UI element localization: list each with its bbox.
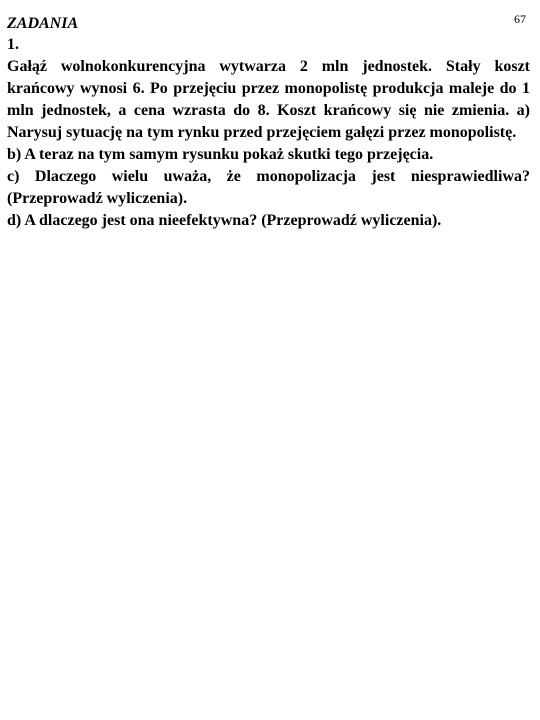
task-part-d: d) A dlaczego jest ona nieefektywna? (Przeprowadź wyliczenia). [7,212,442,229]
task-part-b: b) A teraz na tym samym rysunku pokaż skutki tego przejęcia. [7,146,434,163]
task-intro-paragraph: Gałąź wolnokonkurencyjna wytwarza 2 mln jednostek. Stały koszt krańcowy wynosi 6. Po przejęciu przez monopolistę produkcja maleje do 1 mln jednostek, a cena wzrasta do 8. Koszt krańcowy się nie zmienia. a) Narysuj sytuację na tym rynku przed przejęciem gałęzi przez monopolistę. [7,58,530,141]
task-content [7,34,530,232]
section-heading: ZADANIA [7,15,79,32]
task-part-c: c) Dlaczego wielu uważa, że monopolizacja jest niesprawiedliwa? (Przeprowadź wyliczenia). [7,168,530,207]
page-number: 67 [514,12,526,26]
task-number: 1. [7,36,19,53]
